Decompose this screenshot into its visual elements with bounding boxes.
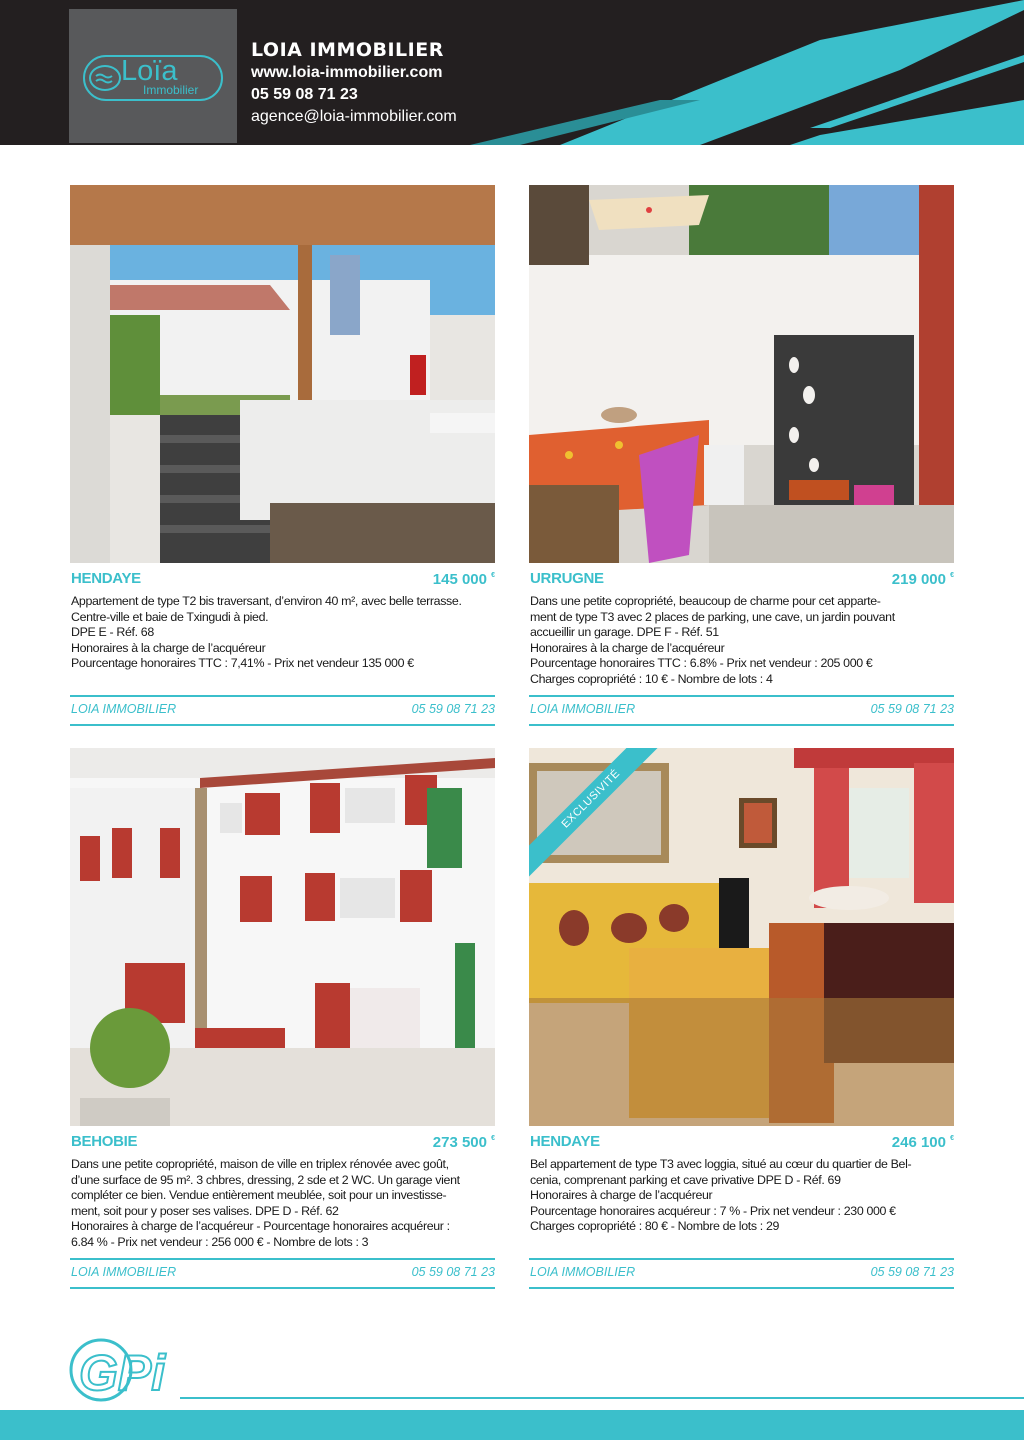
divider [70, 1287, 495, 1289]
divider [529, 724, 954, 726]
page-header [0, 0, 1024, 145]
listing-card[interactable] [529, 185, 954, 730]
listing-agency: LOIA IMMOBILIER [71, 1265, 177, 1279]
divider [70, 724, 495, 726]
listing-agency: LOIA IMMOBILIER [530, 702, 636, 716]
listing-photo[interactable] [70, 748, 495, 1126]
listing-description: Dans une petite copropriété, beaucoup de charme pour cet apparte- ment de type T3 avec 2 places de parking, une cave, un jardin pouvant accueillir un garage. DPE F - Réf. 51 Honoraires à la charge de l’acquéreur Pourcentage honoraires TTC : 6.8% - Prix net vendeur : 205 000 € Charges copropriété : 10 € - Nombre de lots : 4 [530, 594, 895, 686]
listing-card[interactable] [529, 748, 954, 1293]
logo-frame [83, 55, 223, 101]
listing-city: BEHOBIE [71, 1133, 138, 1150]
divider [529, 1258, 954, 1260]
listing-city: HENDAYE [71, 570, 141, 587]
listing-photo[interactable] [529, 748, 954, 1126]
listing-description: Appartement de type T2 bis traversant, d’environ 40 m², avec belle terrasse. Centre-ville et baie de Txingudi à pied. DPE E - Réf. 68 Honoraires à la charge de l’acquéreur Pourcentage honoraires TTC : 7,41% - Prix net vendeur 135 000 € [71, 594, 462, 670]
divider [529, 1287, 954, 1289]
agency-logo[interactable] [69, 9, 237, 143]
waves-icon [89, 65, 121, 91]
listing-phone[interactable]: 05 59 08 71 23 [411, 702, 495, 716]
agency-name: LOIA IMMOBILIER [251, 39, 444, 61]
listing-card[interactable] [70, 185, 495, 730]
listing-price: 145 000 € [432, 571, 495, 588]
listing-price: 246 100 € [891, 1134, 954, 1151]
listing-agency: LOIA IMMOBILIER [71, 702, 177, 716]
divider [529, 695, 954, 697]
agency-phone[interactable]: 05 59 08 71 23 [251, 86, 358, 103]
listing-photo[interactable] [70, 185, 495, 563]
agency-contact [251, 38, 457, 128]
listing-photo[interactable] [529, 185, 954, 563]
logo-name: Loïa [121, 55, 178, 87]
footer-line [180, 1397, 1024, 1399]
exclusive-badge: EXCLUSIVITÉ [529, 748, 669, 877]
divider [70, 695, 495, 697]
listing-card[interactable] [70, 748, 495, 1293]
listing-description: Dans une petite copropriété, maison de ville en triplex rénovée avec goût, d’une surface de 95 m². 3 chbres, dressing, 2 sde et 2 WC. Un garage vient compléter ce bien. Vendue entièrement meublée, soit pour un investisse- ment, soit pour y poser ses valises. DPE D - Réf. 62 Honoraires à charge de l’acquéreur - Pourcentage honoraires acquéreur : 6.84 % - Prix net vendeur : 256 000 € - Nombre de lots : 3 [71, 1157, 460, 1249]
listing-description: Bel appartement de type T3 avec loggia, situé au cœur du quartier de Bel- cenia, comprenant parking et cave privative DPE D - Réf. 69 Honoraires à charge de l’acquéreur Pourcentage honoraires acquéreur : 7 % - Prix net vendeur : 230 000 € Charges copropriété : 80 € - Nombre de lots : 29 [530, 1157, 912, 1233]
listing-phone[interactable]: 05 59 08 71 23 [411, 1265, 495, 1279]
divider [70, 1258, 495, 1260]
gpi-logo-text: GPi [79, 1345, 166, 1401]
listing-price: 273 500 € [432, 1134, 495, 1151]
listing-agency: LOIA IMMOBILIER [530, 1265, 636, 1279]
listing-city: HENDAYE [530, 1133, 600, 1150]
agency-website[interactable]: www.loia-immobilier.com [251, 64, 443, 81]
agency-email[interactable]: agence@loia-immobilier.com [251, 108, 457, 125]
logo-subtitle: Immobilier [143, 83, 199, 97]
listing-price: 219 000 € [891, 571, 954, 588]
gpi-logo [69, 1338, 189, 1407]
listing-city: URRUGNE [530, 570, 604, 587]
footer-band [0, 1410, 1024, 1440]
listing-phone[interactable]: 05 59 08 71 23 [870, 1265, 954, 1279]
listing-phone[interactable]: 05 59 08 71 23 [870, 702, 954, 716]
